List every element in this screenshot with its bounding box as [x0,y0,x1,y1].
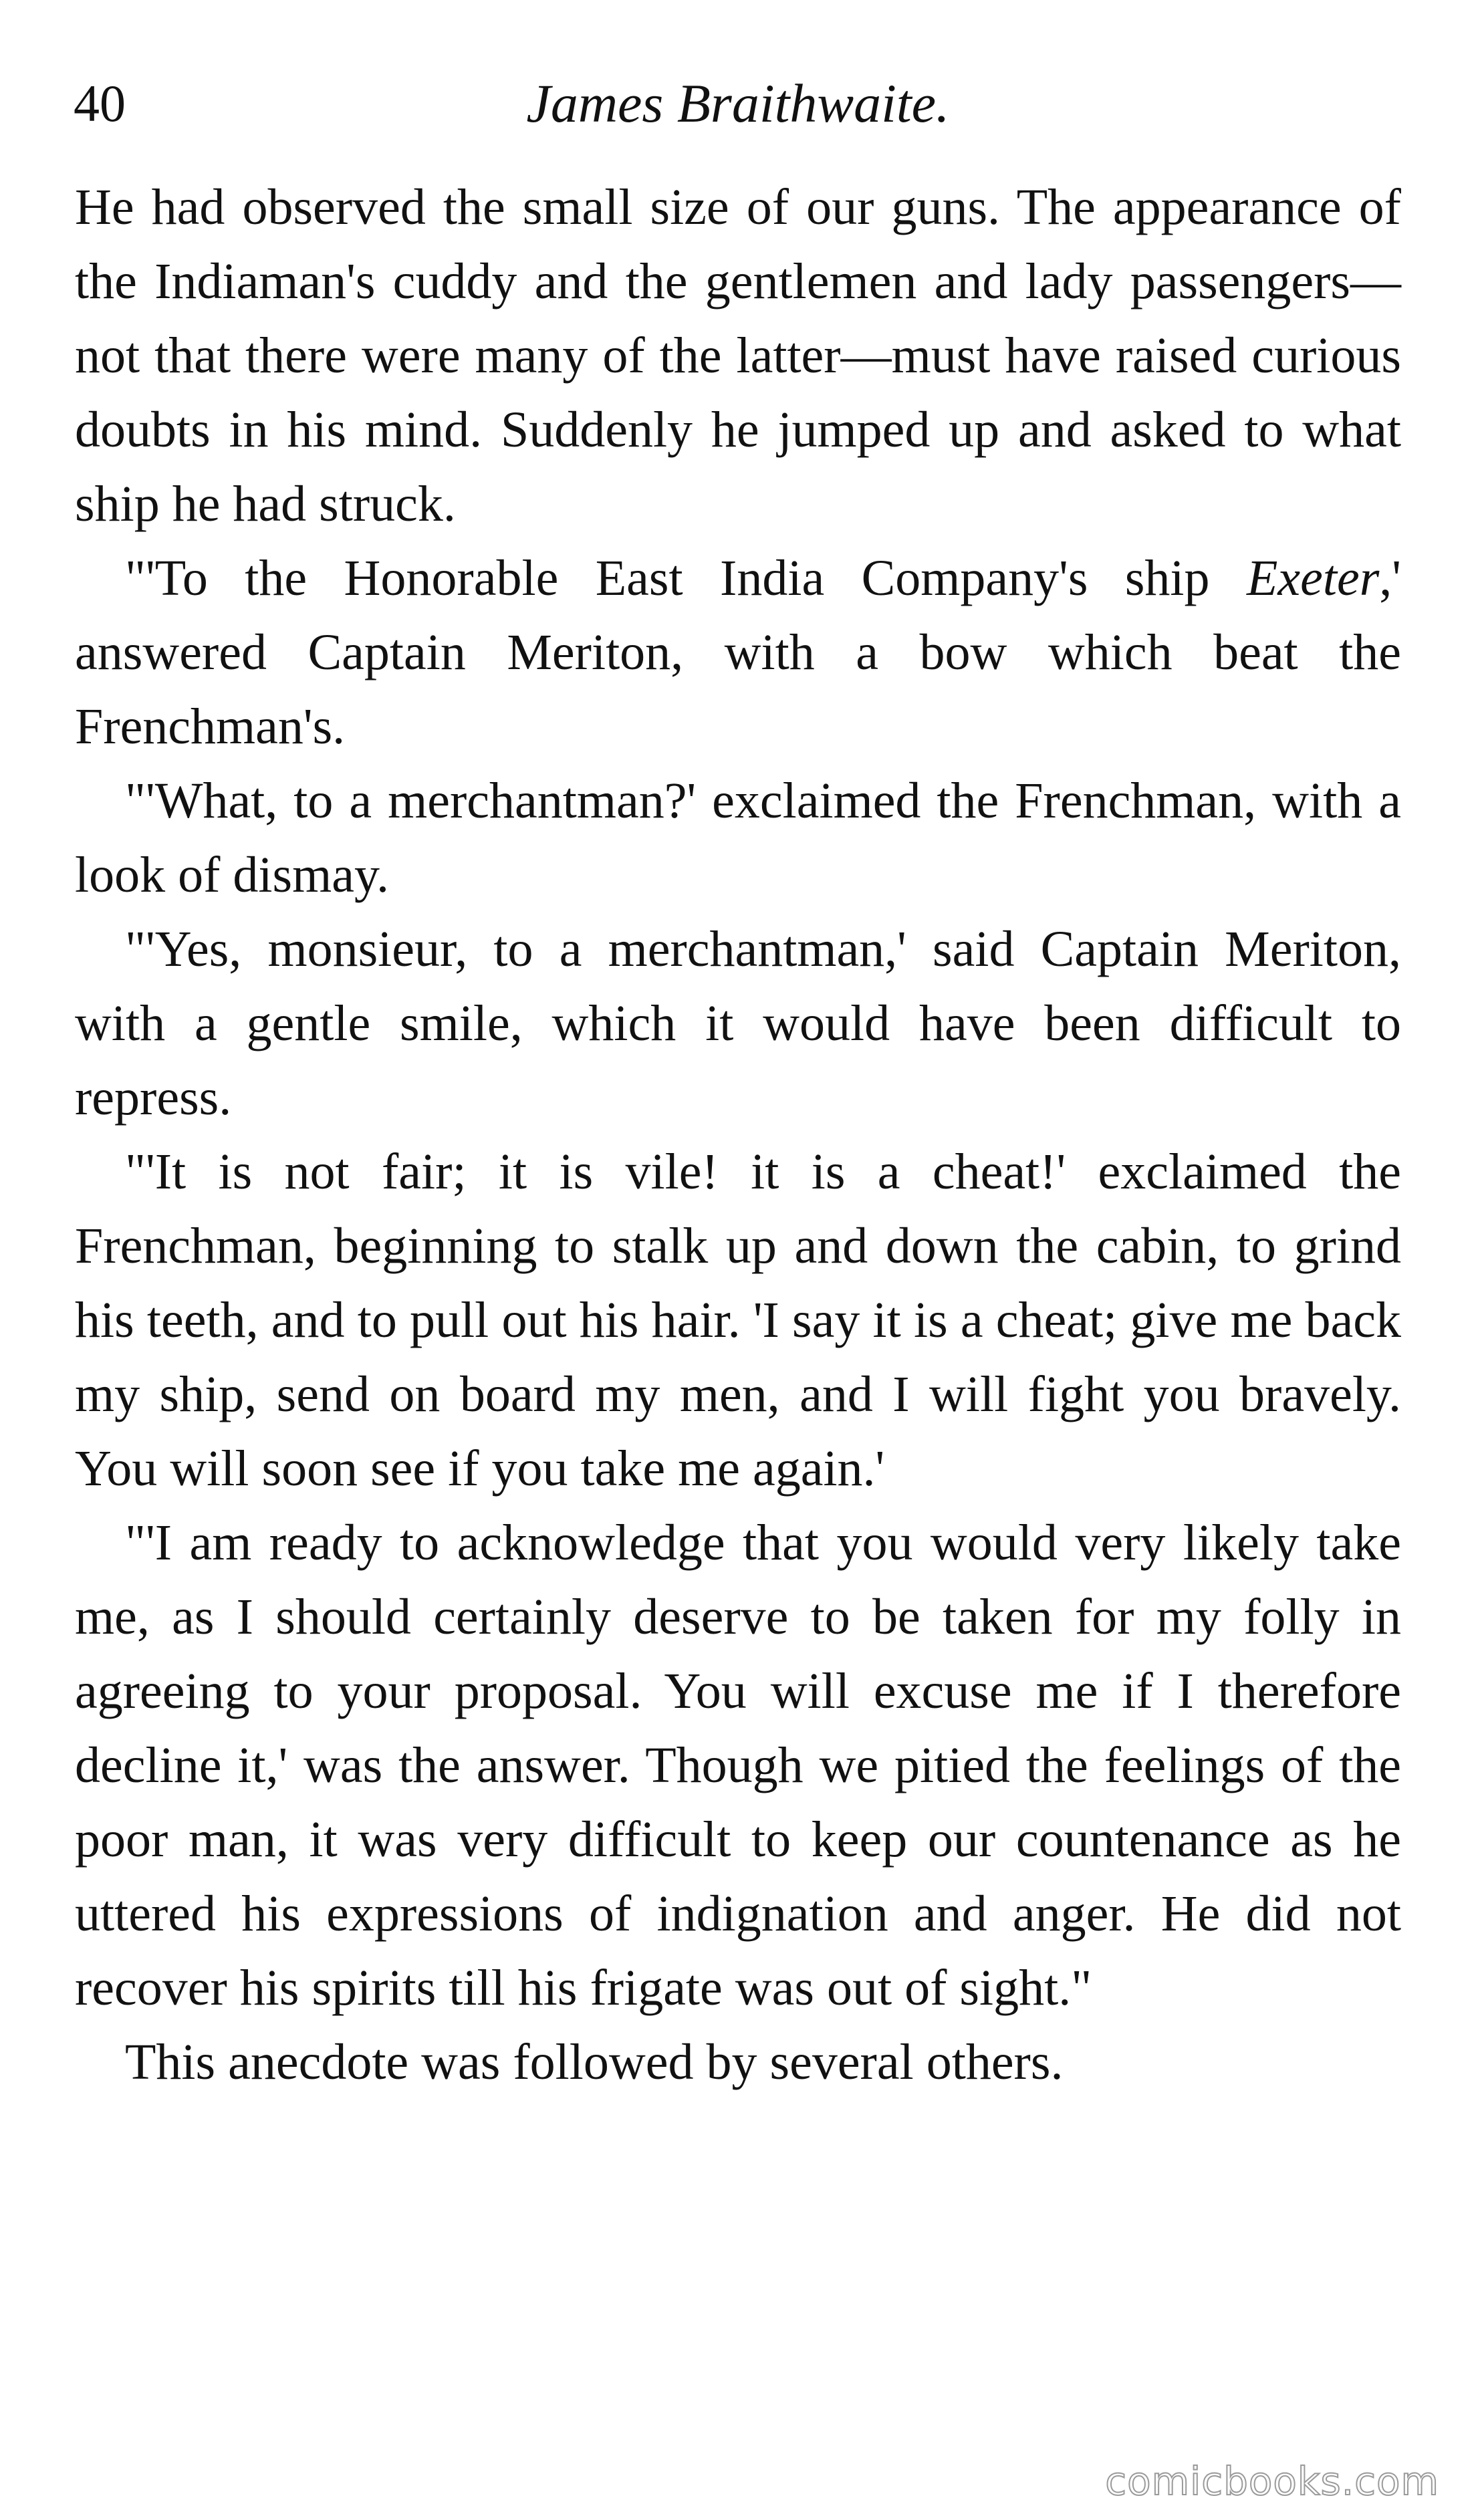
paragraph-exeter [75,541,1401,764]
paragraph-text: This anecdote was followed by several others. [125,2034,1064,2090]
paragraph-anecdote [75,2025,1401,2100]
running-title: James Braithwaite. [526,73,950,134]
body-text [75,170,1401,2100]
paragraph-text: "'What, to a merchantman?' exclaimed the Frenchman, with a look of dismay. [75,773,1401,903]
paragraph-text: "'It is not fair; it is vile! it is a cheat!' exclaimed the Frenchman, beginning to stalk up and down the cabin, to grind his teeth, and to pull out his hair. 'I say it is a cheat; give me back my ship, send on board my men, and I will fight you bravely. You will soon see if you take me again.' [75,1144,1401,1497]
paragraph-merchantman-question [75,764,1401,912]
watermark: comicbooks.com [1105,2459,1439,2504]
paragraph-merchantman-answer [75,912,1401,1135]
paragraph-text: "'I am ready to acknowledge that you would very likely take me, as I should certainly deserve to be taken for my folly in agreeing to your proposal. You will excuse me if I therefore decline it,' was the answer. Though we pitied the feelings of the poor man, it was very difficult to keep our countenance as he uttered his expressions of indignation and anger. He did not recover his spirits till his frigate was out of sight." [75,1515,1401,2016]
ship-name: Exeter [1246,550,1380,606]
paragraph-text: He had observed the small size of our guns. The appearance of the Indiaman's cuddy and the gentlemen and lady passengers—not that there were many of the latter—must have raised curious doubts in his mind. Suddenly he jumped up and asked to what ship he had struck. [75,179,1401,532]
paragraph-text: "'To the Honorable East India Company's ship [125,550,1247,606]
paragraph-cheat [75,1135,1401,1506]
paragraph-text: ,' answered Captain Meriton, with a bow which beat the Frenchman's. [75,550,1401,755]
paragraph-guns [75,170,1401,541]
running-head [74,64,1402,144]
page-number: 40 [74,74,126,132]
paragraph-text: "'Yes, monsieur, to a merchantman,' said Captain Meriton, with a gentle smile, which it would have been difficult to repress. [75,921,1401,1126]
paragraph-answer [75,1506,1401,2025]
